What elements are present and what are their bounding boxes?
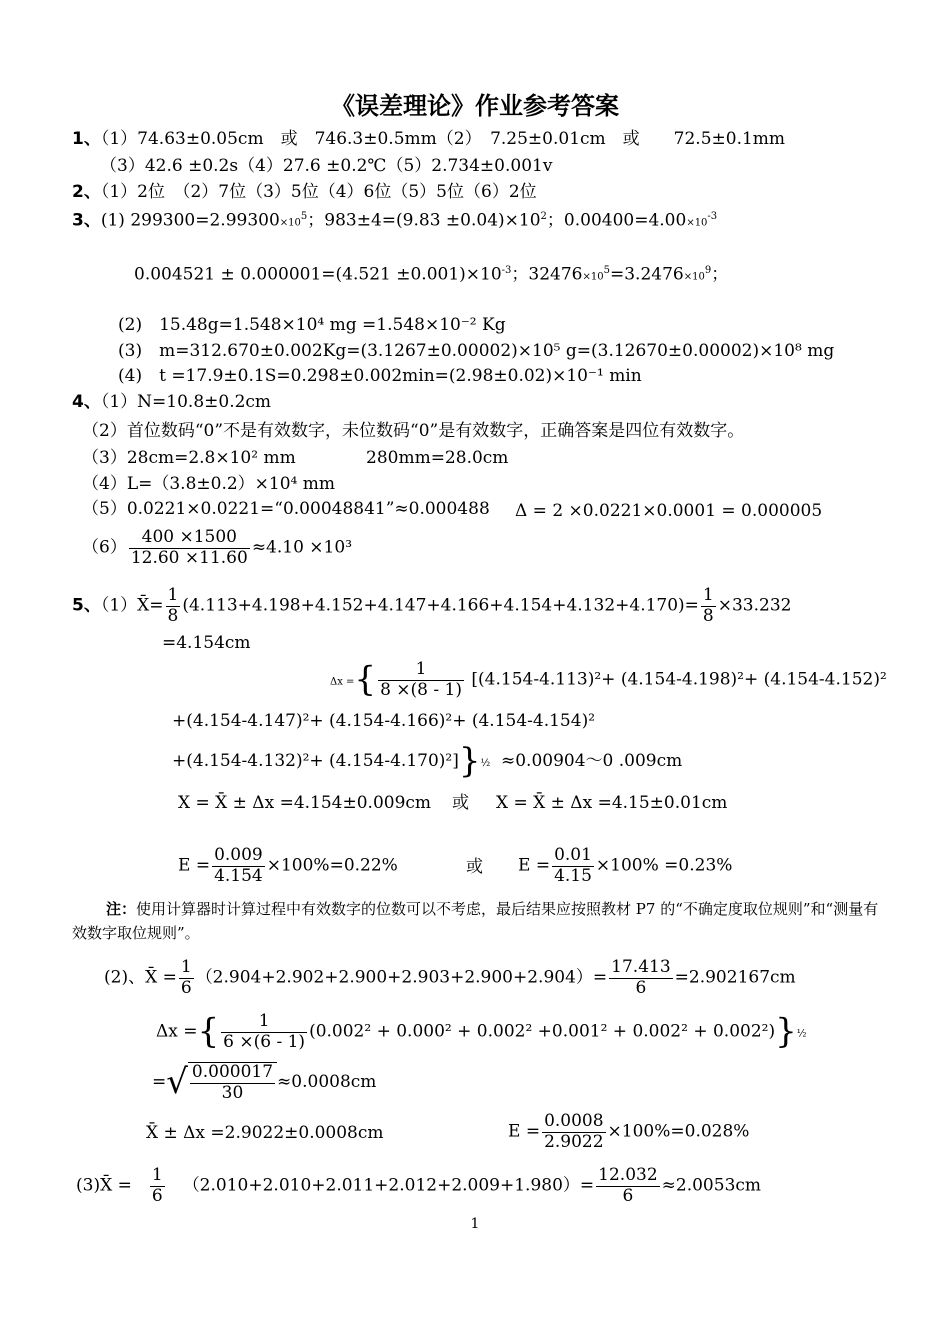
- page-title: 《误差理论》作业参考答案: [331, 92, 619, 120]
- p2-sum-num: 17.413: [611, 957, 671, 977]
- q5-sum: (4.113+4.198+4.152+4.147+4.166+4.154+4.132+4.170)=: [182, 595, 699, 616]
- q5-delta-terms2: +(4.154-4.147)²+ (4.154-4.166)²+ (4.154-4.154)²: [172, 711, 596, 731]
- q3-line1: [72, 211, 717, 231]
- p2-delta-line: [156, 1012, 806, 1052]
- q3-part4: (4) t =17.9±0.1S=0.298±0.002min=(2.98±0.02)×10⁻¹ min: [118, 366, 642, 386]
- p2-delta-fraction: [221, 1012, 307, 1052]
- q3-e-exp: ×10: [582, 271, 604, 283]
- q5-xbar: X̄: [137, 595, 150, 616]
- q4-part6: [82, 528, 352, 568]
- q3-d-pow: -3: [501, 265, 512, 276]
- q3-a-pow: 5: [300, 211, 308, 222]
- p2-sqrt-num: 0.000017: [191, 1062, 274, 1082]
- p2-half-power: ½: [796, 1028, 807, 1040]
- q5-or1: 或: [452, 793, 469, 813]
- brace-open-2: {: [197, 1011, 220, 1052]
- sqrt-icon: √ $\frac{0.000017}{30}$: [166, 1062, 277, 1103]
- q1-line2: （3）42.6 ±0.2s（4）27.6 ±0.2℃（5）2.734±0.001v: [100, 156, 553, 176]
- q2-line: [72, 183, 537, 203]
- p3-sum-den: 6: [622, 1185, 634, 1206]
- q5-part1-label: （1）: [100, 595, 138, 616]
- q5-one-eighth: [166, 586, 181, 626]
- q1-line1: [72, 130, 785, 150]
- p2-mean-line: [104, 958, 796, 998]
- q5-half-power: ½: [480, 758, 491, 770]
- q5-E1-num: 0.009: [214, 845, 263, 865]
- q2-answers: （1）2位 （2）7位（3）5位（4）6位（5）5位（6）2位: [100, 182, 537, 202]
- q5-delta-fraction: [378, 660, 464, 700]
- q3-e: ；32476: [511, 264, 583, 285]
- q4-line1: [72, 393, 271, 413]
- q4-number: 4、: [72, 392, 101, 412]
- p2-E-result: ×100%=0.028%: [607, 1121, 750, 1142]
- q3-line2: [134, 265, 728, 285]
- q5-sum-result: ×33.232: [717, 595, 792, 616]
- q3-b-pow: 2: [540, 211, 547, 222]
- q5-result2: X = X̄ ± Δx =4.15±0.01cm: [496, 793, 728, 813]
- q3-d-val: (4.521 ±0.001)×10: [335, 264, 502, 285]
- q5-delta-terms3: +(4.154-4.132)²+ (4.154-4.170)²]: [172, 751, 459, 772]
- q4-part6-fraction: [129, 528, 250, 568]
- q3-d: 0.004521: [134, 264, 216, 285]
- q4-part1: （1）N=10.8±0.2cm: [100, 392, 272, 412]
- brace-close: }: [458, 741, 481, 781]
- q4-part6-numerator: 400 ×1500: [129, 528, 250, 549]
- p3-sum-result: ≈2.0053cm: [661, 1175, 762, 1196]
- p2-E-label: E =: [508, 1121, 541, 1142]
- q5-delta-den: 8 ×(8 - 1): [380, 679, 462, 700]
- q5-E1: [178, 846, 398, 886]
- q3-a-exp: ×10: [279, 217, 301, 229]
- p2-delta-terms: (0.002² + 0.000² + 0.002² +0.001² + 0.002² + 0.002²): [309, 1021, 776, 1042]
- p2-xbar: X̄ =: [145, 967, 177, 988]
- q4-part5b: Δ = 2 ×0.0221×0.0001 = 0.000005: [515, 501, 823, 521]
- q5-E1-result: ×100%=0.22%: [266, 855, 398, 876]
- q5-E2-fraction: [552, 846, 594, 886]
- p2-one-sixth: [179, 958, 194, 998]
- brace-open: {: [354, 659, 377, 700]
- p3-mean-line: [76, 1166, 761, 1206]
- q5-E1-fraction: [212, 846, 265, 886]
- p2-E-fraction: [542, 1112, 605, 1152]
- p2-sqrt-eq: =: [152, 1072, 167, 1093]
- q4-part5a: （5）0.0221×0.0221=“0.00048841”≈0.000488: [82, 499, 490, 519]
- q4-part6-denominator: 12.60 ×11.60: [130, 547, 248, 568]
- q1-answers-a: （1）74.63±0.05cm 或 746.3±0.5mm（2） 7.25±0.01cm 或 72.5±0.1mm: [100, 129, 786, 149]
- q5-frac-den: 8: [167, 605, 179, 626]
- q3-d2: 0.000001=: [240, 264, 336, 285]
- p3-frac-den: 6: [151, 1185, 163, 1206]
- q5-delta-terms1: [(4.154-4.113)²+ (4.154-4.198)²+ (4.154-4.152)²: [471, 669, 887, 690]
- q4-part3a: （3）28cm=2.8×10² mm: [82, 448, 296, 468]
- p2-sqrt-den: 30: [221, 1082, 244, 1103]
- p2-frac-num: 1: [180, 957, 192, 977]
- p2-result: X̄ ± Δx =2.9022±0.0008cm: [146, 1123, 384, 1143]
- q3-c-pow: -3: [707, 211, 718, 222]
- q5-E2-result: ×100% =0.23%: [595, 855, 733, 876]
- q5-E-label: E =: [178, 855, 211, 876]
- p2-E: [508, 1112, 749, 1152]
- q3-f: =3.2476: [610, 264, 684, 285]
- note-paragraph: [72, 897, 892, 945]
- q5-frac2-den: 8: [702, 605, 714, 626]
- q5-or2: 或: [466, 857, 483, 877]
- p3-label: (3): [76, 1175, 101, 1196]
- q5-delta-num: 1: [378, 660, 464, 681]
- q5-frac-num: 1: [167, 585, 179, 605]
- q5-part1-line: [72, 586, 791, 626]
- brace-close-2: }: [775, 1011, 797, 1052]
- q2-number: 2、: [72, 182, 101, 202]
- q3-d-pm: ±: [220, 264, 235, 285]
- q5-delta-result: ≈0.00904～0 .009cm: [501, 751, 683, 772]
- p2-frac-den: 6: [180, 977, 192, 998]
- q5-E2-num: 0.01: [554, 845, 592, 865]
- p2-delta-label: Δx =: [156, 1021, 198, 1042]
- q3-part2: (2) 15.48g=1.548×10⁴ mg =1.548×10⁻² Kg: [118, 315, 506, 335]
- q3-number: 3、: [72, 210, 101, 231]
- q3-b-val: (9.83 ±0.04)×10: [396, 210, 541, 231]
- p3-sum: （2.010+2.010+2.011+2.012+2.009+1.980）=: [182, 1175, 595, 1196]
- q5-number: 5、: [72, 595, 101, 616]
- p2-sum-fraction: [609, 958, 672, 998]
- p2-sum-result: =2.902167cm: [674, 967, 796, 988]
- p2-delta-num: 1: [221, 1012, 307, 1033]
- q5-result1: X = X̄ ± Δx =4.154±0.009cm: [178, 793, 432, 813]
- q5-delta-label: Δx =: [330, 676, 355, 688]
- p2-sum-den: 6: [635, 977, 647, 998]
- q4-part4: （4）L=（3.8±0.2）×10⁴ mm: [82, 474, 335, 494]
- q5-E1-den: 4.154: [214, 865, 263, 886]
- q5-delta-line1: [330, 660, 887, 700]
- p3-one-sixth: [150, 1166, 165, 1206]
- p3-sum-num: 12.032: [598, 1165, 658, 1185]
- p2-sqrt-fraction: [190, 1063, 275, 1103]
- p3-sum-fraction: [596, 1166, 659, 1206]
- p2-label: (2)、: [104, 967, 146, 988]
- q1-number: 1、: [72, 129, 101, 149]
- p2-E-den: 2.9022: [544, 1131, 604, 1152]
- q3-e-pow: 5: [603, 265, 610, 276]
- p2-sum: （2.904+2.902+2.900+2.903+2.900+2.904）=: [195, 967, 608, 988]
- q3-c-exp: ×10: [686, 217, 708, 229]
- q3-f-exp: ×10: [683, 271, 705, 283]
- q5-delta-line3: [172, 741, 683, 781]
- q3-part1-a: (1) 299300=2.99300: [100, 210, 280, 231]
- q4-part3b: 280mm=28.0cm: [366, 448, 509, 468]
- q5-E2-den: 4.15: [554, 865, 592, 886]
- q4-part6-result: ≈4.10 ×10³: [251, 537, 353, 558]
- q3-end: ；: [711, 264, 729, 285]
- note-label: 注：: [106, 900, 137, 918]
- q5-E2: [518, 846, 732, 886]
- q5-frac2-num: 1: [702, 585, 714, 605]
- p2-sqrt-result: ≈0.0008cm: [277, 1072, 377, 1093]
- note-text: 使用计算器时计算过程中有效数字的位数可以不考虑，最后结果应按照教材 P7 的“不确定度取位规则”和“测量有效数字取位规则”。: [72, 900, 879, 942]
- q5-one-eighth-2: [701, 586, 716, 626]
- q5-E2-label: E =: [518, 855, 551, 876]
- q3-f-pow: 9: [704, 265, 712, 276]
- p3-frac-num: 1: [151, 1165, 163, 1185]
- p2-sqrt-line: [152, 1062, 376, 1103]
- p3-xbar: X̄ =: [100, 1175, 132, 1196]
- q3-part1-b: ；983±4=: [307, 210, 397, 231]
- q3-part3: (3) m=312.670±0.002Kg=(3.1267±0.00002)×10⁵ g=(3.12670±0.00002)×10⁸ mg: [118, 341, 835, 361]
- q5-mean: =4.154cm: [162, 633, 251, 653]
- q3-part1-c: ；0.00400=4.00: [546, 210, 687, 231]
- q5-eq: =: [149, 595, 164, 616]
- q4-part6-label: （6）: [82, 537, 127, 558]
- page-number: 1: [470, 1216, 480, 1232]
- q4-part2: （2）首位数码“0”不是有效数字，未位数码“0”是有效数字，正确答案是四位有效数字。: [82, 421, 745, 441]
- p2-delta-den: 6 ×(6 - 1): [223, 1031, 306, 1052]
- p2-E-num: 0.0008: [544, 1111, 604, 1131]
